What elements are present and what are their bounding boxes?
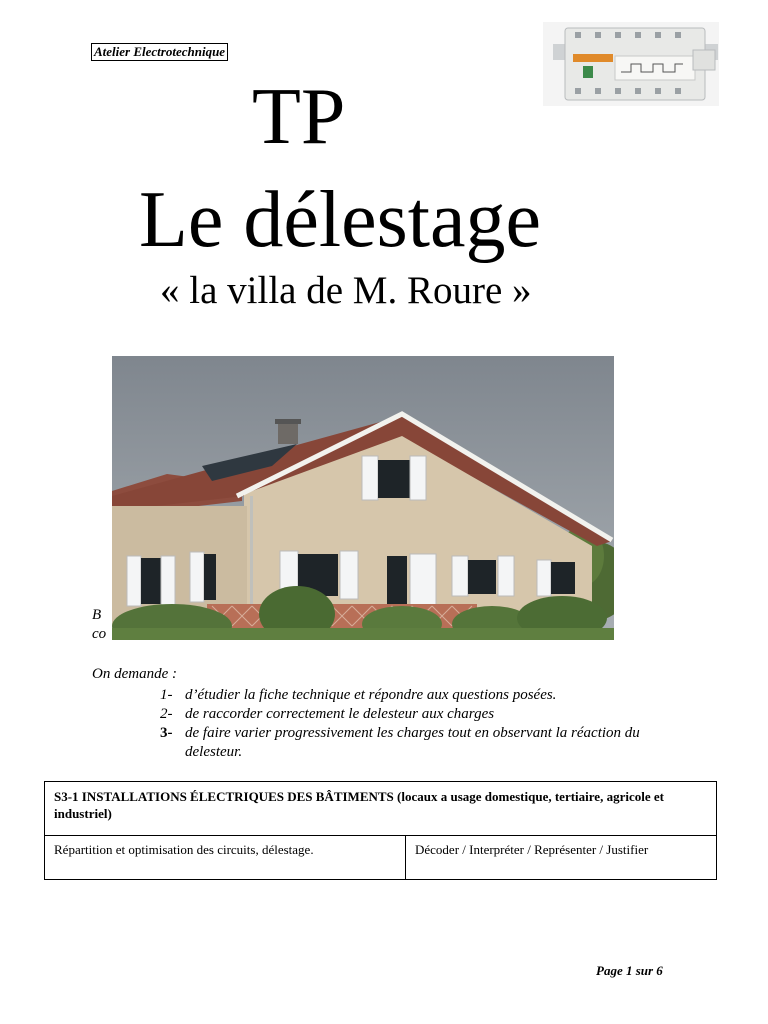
task-text: de raccorder correctement le delesteur aux charges	[185, 706, 495, 722]
page-number: Page 1 sur 6	[596, 963, 663, 978]
table-heading-cell: S3-1 INSTALLATIONS ÉLECTRIQUES DES BÂTIMENTS (locaux a usage domestique, tertiaire, agricole et industriel)	[45, 782, 717, 836]
task-item	[160, 724, 660, 764]
title-tp: TP	[252, 73, 346, 161]
task-text: de faire varier progressivement les charges tout en observant la réaction du delesteur.	[185, 725, 640, 760]
page-subtitle: « la villa de M. Roure »	[160, 269, 532, 312]
instructions-lead: On demande :	[92, 666, 177, 682]
competency-table	[44, 781, 717, 880]
villa-house-photo	[112, 356, 614, 640]
table-row	[45, 836, 717, 880]
partial-text-line-1: B	[92, 607, 102, 623]
partial-text-line-2: co	[92, 626, 107, 642]
load-shedding-device-photo	[543, 22, 719, 106]
task-item	[160, 686, 660, 706]
task-number: 3-	[160, 725, 173, 741]
header-label: Atelier Electrotechnique	[91, 43, 228, 61]
table-cell-left: Répartition et optimisation des circuits, délestage.	[45, 836, 406, 880]
table-row	[45, 782, 717, 836]
task-text: d’étudier la fiche technique et répondre aux questions posées.	[185, 687, 557, 703]
table-cell-right: Décoder / Interpréter / Représenter / Justifier	[406, 836, 717, 880]
task-number: 2-	[160, 706, 173, 722]
page-title: Le délestage	[139, 176, 541, 264]
task-number: 1-	[160, 687, 173, 703]
task-item	[160, 705, 660, 725]
